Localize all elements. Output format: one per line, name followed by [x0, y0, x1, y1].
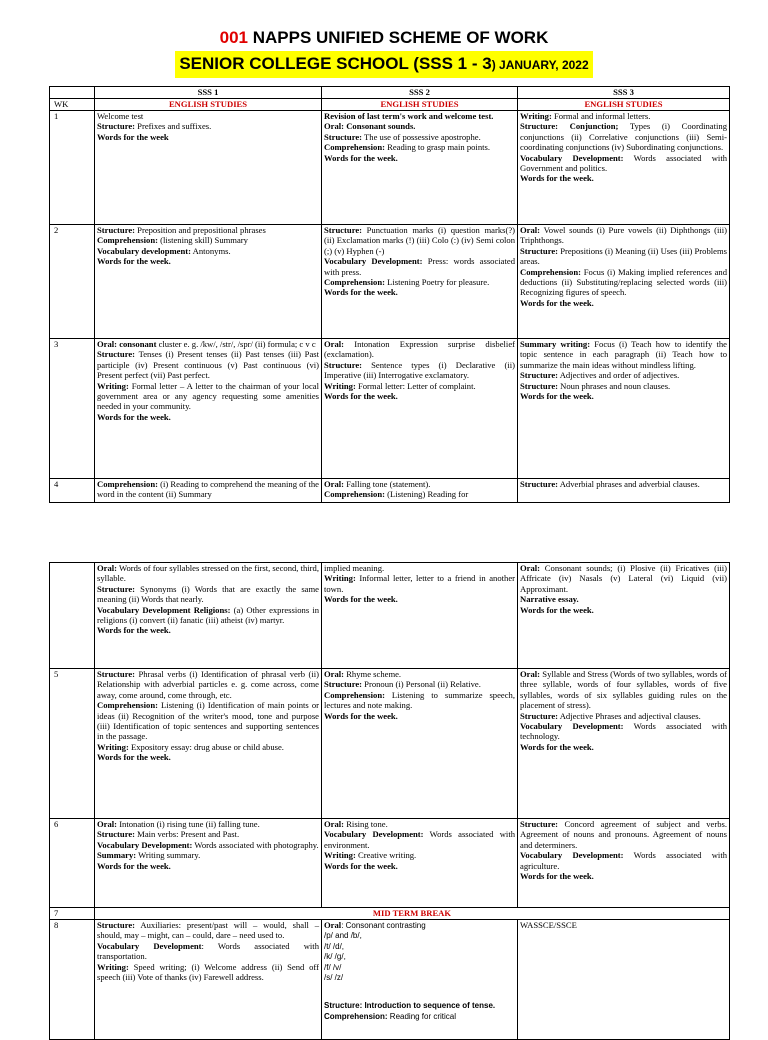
cell-line: [97, 235, 319, 245]
cell-key: Words for the week: [97, 131, 169, 142]
cell-line: [324, 711, 515, 721]
cell-sss1-week-4-cont: [95, 563, 322, 669]
cell-line: [520, 298, 727, 308]
subtitle-paren: ): [491, 58, 496, 72]
cell-line: [324, 489, 515, 499]
cell-text: Listening (i) Identification of main points or ideas (ii) Recognition of the writer's mood, tone and purpose (iii) Identification of topic sentences and supporting sentences in the passage.: [97, 700, 319, 742]
subject-sss1: ENGLISH STUDIES: [95, 99, 322, 111]
cell-line: [520, 563, 727, 594]
cell-sss2-week-1: [322, 111, 518, 225]
cell-key: Writing:: [324, 380, 356, 391]
cell-sss1-week-4: [95, 479, 322, 503]
table-row-week-1: [50, 111, 730, 225]
cell-text: Phrasal verbs (i) Identification of phrasal verb (ii) Relationship with adverbial particles e. g. come across, come away, come around, come through, etc.: [97, 669, 319, 700]
cell-line: /f/ /v/: [324, 962, 342, 972]
cell-line: [520, 111, 727, 121]
cell-key: Structure:: [520, 245, 559, 256]
cell-key: Structure:: [324, 359, 363, 370]
cell-line: [97, 381, 319, 412]
cell-text: Preposition and prepositional phrases: [135, 225, 266, 235]
cell-text: Tenses (i) Present tenses (ii) Past tenses (iii) Past participle (iv) Present continuous (v) Past continuous (vi) Present perfect (vii) Past perfect.: [97, 349, 319, 381]
cell-text: Falling tone (statement).: [344, 479, 431, 489]
cell-text: Writing summary.: [136, 850, 201, 861]
cell-text: Vowel sounds (i) Pure vowels (ii) Diphthongs (iii) Triphthongs.: [520, 225, 727, 246]
cell-line: [324, 819, 515, 829]
cell-text: Sentence types (i) Declarative (ii) Imperative (iii) Interrogative exclamatory.: [324, 359, 515, 381]
week-number: 1: [50, 111, 95, 225]
header-sss3: SSS 3: [518, 87, 730, 99]
scheme-table-page2: [49, 562, 730, 1040]
cell-key: Structure:: [324, 679, 363, 690]
cell-line: [324, 920, 515, 931]
cell-text: (i) Reading to comprehend the meaning of the word in the content (ii) Summary: [97, 479, 319, 500]
table-row-week-6: [50, 819, 730, 908]
cell-key: Vocabulary Development:: [324, 829, 424, 840]
cell-key: Structure:: [324, 225, 363, 235]
cell-line: Structure: Introduction to sequence of tense.: [324, 1001, 496, 1011]
cell-key: Oral:: [520, 225, 541, 235]
subject-sss2: ENGLISH STUDIES: [322, 99, 518, 111]
cell-line: [324, 479, 515, 489]
cell-key: Comprehension:: [97, 235, 158, 246]
cell-line: [324, 277, 515, 287]
table-row-week-7: [50, 908, 730, 920]
cell-line: [520, 339, 727, 370]
cell-sss3-week-6: [518, 819, 730, 908]
cell-key: Vocabulary Development: [97, 940, 202, 951]
cell-line: [97, 920, 319, 941]
cell-line: [97, 132, 319, 142]
cell-text: Words associated with environment.: [324, 829, 516, 850]
cell-line: [520, 121, 727, 152]
cell-sss2-week-3: [322, 339, 518, 479]
cell-text: : Words associated with transportation.: [97, 940, 319, 962]
cell-line: [324, 339, 515, 360]
cell-line: [520, 153, 727, 174]
week-number: 8: [50, 920, 95, 1040]
cell-sss1-week-5: [95, 669, 322, 819]
cell-line: /s/ /z/: [324, 973, 344, 983]
cell-line: [520, 669, 727, 711]
cell-key: Structure:: [97, 349, 136, 360]
cell-line: [324, 391, 515, 401]
cell-key: Vocabulary Development:: [520, 721, 624, 732]
cell-key: Words for the week.: [324, 710, 398, 721]
cell-line: [97, 256, 319, 266]
cell-line: Welcome test: [97, 111, 144, 121]
cell-key: Words for the week.: [324, 594, 398, 605]
cell-text: (listening skill) Summary: [157, 235, 248, 246]
cell-line: [324, 829, 515, 850]
cell-text: Words associated with technology.: [520, 721, 728, 742]
cell-key: Writing:: [97, 961, 129, 972]
table-header-row: [50, 87, 730, 99]
cell-sss2-week-4: [322, 479, 518, 503]
cell-line: [97, 339, 319, 349]
cell-key: Narrative essay.: [520, 594, 579, 605]
cell-line: [324, 861, 515, 871]
cell-line: [520, 391, 727, 401]
cell-text: Consonant sounds; (i) Plosive (ii) Fricatives (iii) Affricate (iv) Nasals (v) Lateral (vi) Liquid (vii) Approximant.: [520, 563, 727, 594]
cell-text: Speed writing; (i) Welcome address (ii) Send off speech (iii) Vote of thanks (iv) Farewell address.: [97, 961, 319, 983]
cell-line: [97, 225, 319, 235]
cell-key: Summary:: [97, 850, 137, 861]
cell-key: Words for the week.: [520, 741, 594, 752]
cell-line: [97, 349, 319, 380]
cell-line: [324, 121, 515, 131]
week-number: 4: [50, 479, 95, 503]
cell-key: Structure:: [97, 920, 136, 930]
cell-line: [520, 246, 727, 267]
cell-line: implied meaning.: [324, 563, 385, 573]
week-number: 7: [50, 908, 95, 920]
cell-text: Listening Poetry for pleasure.: [384, 277, 490, 288]
table-subject-row: [50, 99, 730, 111]
cell-text: (a) Other expressions in religions (i) convert (ii) fanatic (iii) atheist (iv) martyr.: [97, 604, 320, 626]
subtitle-wrap: [0, 51, 768, 78]
subtitle-highlight: [175, 51, 592, 78]
cell-line: [97, 121, 319, 131]
cell-text: Types (i) Coordinating conjunctions (ii) Correlative conjunctions (iii) Semi-coordinating conjunctions (iv) Subordinating conjunctions.: [520, 121, 727, 153]
cell-line: [97, 246, 319, 256]
cell-text: cluster e. g. /kw/, /str/, /spr/ (ii) formula; c v c: [156, 339, 316, 349]
cell-line: [520, 381, 727, 391]
cell-line: /k/ /g/,: [324, 952, 346, 962]
cell-key: Structure:: [324, 131, 363, 142]
cell-text: Rising tone.: [344, 819, 388, 829]
cell-sss2-week-2: [322, 225, 518, 339]
cell-key: Oral: Consonant sounds.: [324, 121, 416, 132]
header-sss1: SSS 1: [95, 87, 322, 99]
cell-text: Formal letter: Letter of complaint.: [355, 380, 476, 391]
cell-line: [324, 132, 515, 142]
cell-line: [97, 941, 319, 962]
cell-sss3-week-4: [518, 479, 730, 503]
cell-text: Press: words associated with press.: [324, 256, 515, 277]
cell-text: Adjective Phrases and adjectival clauses.: [558, 710, 701, 721]
header-blank: [50, 87, 95, 99]
subject-sss3: ENGLISH STUDIES: [518, 99, 730, 111]
cell-text: Synonyms (i) Words that are exactly the same meaning (ii) Words that nearly.: [97, 583, 319, 605]
cell-sss3-week-4-cont: [518, 563, 730, 669]
cell-spacer: [324, 983, 515, 1001]
cell-key: Structure:: [520, 380, 559, 391]
cell-text: Concord agreement of subject and verbs. Agreement of nouns and pronouns. Agreement of nouns and determiners.: [520, 819, 727, 850]
cell-line: [324, 111, 515, 121]
cell-line: [97, 479, 319, 500]
cell-text: Focus (i) Teach how to identify the topic sentence in each paragraph (ii) Teach how to summarize the main ideas without mindless lifting.: [520, 339, 727, 370]
cell-text: Reading to grasp main points.: [384, 142, 490, 153]
cell-line: [97, 700, 319, 742]
cell-sss1-week-2: [95, 225, 322, 339]
cell-text: Formal and informal letters.: [551, 111, 651, 121]
mid-term-break-label: MID TERM BREAK: [95, 908, 730, 920]
cell-key: Oral:: [324, 479, 345, 489]
cell-key: Vocabulary Development:: [520, 850, 624, 861]
cell-line: [324, 256, 515, 277]
cell-key: Oral: consonant: [97, 339, 157, 349]
header-sss2: SSS 2: [322, 87, 518, 99]
cell-key: Comprehension:: [324, 142, 385, 153]
cell-key: Writing:: [520, 111, 552, 121]
cell-line: [97, 829, 319, 839]
cell-line: [324, 287, 515, 297]
cell-line: [520, 742, 727, 752]
cell-sss2-week-8: [322, 920, 518, 1040]
cell-line: [520, 721, 727, 742]
cell-line: [520, 850, 727, 871]
cell-key: Oral:: [520, 669, 541, 679]
cell-line: [97, 962, 319, 983]
cell-key: Oral:: [97, 819, 118, 829]
cell-text: Focus (i) Making implied references and deductions (ii) Substituting/replacing selected words (iii) Recognizing figures of speech.: [520, 266, 727, 298]
table-row-week-2: [50, 225, 730, 339]
cell-line: [97, 563, 319, 584]
table-row-week-5: [50, 669, 730, 819]
cell-line: [97, 861, 319, 871]
cell-text: Noun phrases and noun clauses.: [558, 380, 671, 391]
cell-key: Structure:: [520, 479, 559, 489]
cell-line: [324, 850, 515, 860]
cell-sss1-week-1: [95, 111, 322, 225]
cell-key: Comprehension:: [520, 266, 581, 277]
cell-key: Words for the week.: [97, 411, 171, 422]
cell-key: Oral: [324, 920, 342, 930]
cell-line: [324, 1012, 515, 1022]
cell-key: Words for the week.: [324, 152, 398, 163]
cell-key: Comprehension:: [324, 689, 385, 700]
cell-line: [520, 594, 727, 604]
cell-text: Antonyms.: [190, 245, 231, 256]
cell-key: Comprehension:: [324, 1011, 388, 1021]
cell-key: Oral:: [324, 819, 345, 829]
week-number-blank: [50, 563, 95, 669]
cell-line: WASSCE/SSCE: [520, 920, 577, 930]
cell-text: Prepositions (i) Meaning (ii) Uses (iii) Problems areas.: [520, 245, 727, 267]
cell-key: Oral:: [520, 563, 541, 573]
cell-line: [520, 267, 727, 298]
week-number: 2: [50, 225, 95, 339]
cell-line: [324, 690, 515, 711]
document-title-text: NAPPS UNIFIED SCHEME OF WORK: [248, 28, 549, 47]
cell-line: [520, 173, 727, 183]
cell-key: Structure:: [520, 710, 559, 721]
cell-text: Expository essay: drug abuse or child abuse.: [128, 741, 284, 752]
cell-key: Structure:: [520, 370, 559, 381]
cell-key: Comprehension:: [97, 479, 158, 489]
cell-key: Words for the week.: [520, 391, 594, 402]
cell-line: [97, 742, 319, 752]
cell-key: Structure:: [97, 829, 136, 840]
cell-key: Structure:: [520, 819, 559, 829]
cell-sss1-week-3: [95, 339, 322, 479]
cell-line: [520, 711, 727, 721]
cell-key: Summary writing:: [520, 339, 591, 349]
cell-key: Structure:: [97, 669, 136, 679]
cell-key: Words for the week.: [97, 752, 171, 763]
cell-sss2-week-6: [322, 819, 518, 908]
cell-line: /p/ and /b/,: [324, 931, 362, 941]
cell-line: [324, 360, 515, 381]
cell-line: [97, 752, 319, 762]
cell-key: Comprehension:: [324, 489, 385, 500]
document-number: 001: [219, 28, 248, 47]
cell-sss3-week-5: [518, 669, 730, 819]
cell-text: Words associated with photography.: [192, 839, 319, 850]
cell-text: (Listening) Reading for: [384, 489, 469, 500]
cell-text: Adjectives and order of adjectives.: [558, 370, 680, 381]
cell-sss2-week-5: [322, 669, 518, 819]
cell-line: [97, 584, 319, 605]
cell-line: [324, 153, 515, 163]
table-row-week-4-continued: [50, 563, 730, 669]
cell-key: Words for the week.: [324, 860, 398, 871]
cell-key: Writing:: [97, 380, 129, 391]
cell-sss3-week-1: [518, 111, 730, 225]
cell-key: Words for the week.: [324, 391, 398, 402]
cell-key: Words for the week.: [97, 860, 171, 871]
cell-text: : Consonant contrasting: [341, 921, 426, 930]
cell-sss2-week-4-cont: [322, 563, 518, 669]
cell-line: [97, 850, 319, 860]
cell-line: [97, 819, 319, 829]
cell-line: [324, 381, 515, 391]
cell-line: [324, 594, 515, 604]
cell-key: Structure:: [97, 225, 136, 235]
cell-key: Writing:: [324, 850, 356, 861]
cell-text: Intonation (i) rising tune (ii) falling tune.: [117, 819, 260, 829]
cell-key: Vocabulary development:: [97, 245, 191, 256]
cell-text: Pronoun (i) Personal (ii) Relative.: [362, 679, 481, 690]
cell-sss3-week-8: [518, 920, 730, 1040]
week-number: 3: [50, 339, 95, 479]
cell-sss1-week-6: [95, 819, 322, 908]
cell-line: [324, 573, 515, 594]
cell-key: Words for the week.: [520, 871, 594, 882]
cell-line: [324, 142, 515, 152]
cell-key: Words for the week.: [520, 173, 594, 184]
cell-text: Reading for critical: [387, 1011, 457, 1021]
table-row-week-4: [50, 479, 730, 503]
cell-key: Revision of last term's work and welcome test.: [324, 111, 494, 121]
cell-line: [520, 370, 727, 380]
cell-text: Rhyme scheme.: [344, 669, 402, 679]
cell-text: Prefixes and suffixes.: [135, 121, 212, 132]
table-row-week-3: [50, 339, 730, 479]
cell-text: Listening to summarize speech, lectures and note making.: [324, 689, 515, 711]
week-number: 6: [50, 819, 95, 908]
cell-line: [324, 679, 515, 689]
cell-sss3-week-3: [518, 339, 730, 479]
cell-text: Main verbs: Present and Past.: [135, 829, 240, 840]
cell-key: Structure:: [97, 583, 136, 594]
cell-text: Intonation Expression surprise disbelief (exclamation).: [324, 339, 515, 360]
cell-line: [520, 479, 727, 489]
cell-text: Auxiliaries: present/past will – would, shall – should, may – might, can – could, dare – need used to.: [97, 920, 319, 941]
cell-line: [97, 412, 319, 422]
cell-text: Words associated with agriculture.: [520, 850, 728, 871]
cell-key: Words for the week.: [97, 625, 171, 636]
cell-text: Informal letter, letter to a friend in another town.: [324, 573, 515, 594]
cell-sss1-week-8: [95, 920, 322, 1040]
cell-line: [520, 871, 727, 881]
cell-line: [324, 225, 515, 256]
document-title: [0, 27, 768, 49]
cell-text: Syllable and Stress (Words of two syllables, words of three syllable, words of four syllables, words of five syllables, words of six syllables guiding rules on the placement of stress).: [520, 669, 727, 711]
cell-line: [97, 605, 319, 626]
cell-key: Oral:: [324, 339, 345, 349]
cell-key: Writing:: [97, 741, 129, 752]
cell-key: Comprehension:: [97, 700, 158, 711]
cell-key: Oral:: [97, 563, 118, 573]
cell-key: Words for the week.: [97, 256, 171, 267]
cell-text: Adverbial phrases and adverbial clauses.: [558, 479, 700, 489]
cell-key: Structure: Conjunction;: [520, 121, 619, 132]
cell-text: The use of possessive apostrophe.: [362, 131, 481, 142]
cell-key: Writing:: [324, 573, 356, 584]
cell-key: Oral:: [324, 669, 345, 679]
cell-key: Vocabulary Development:: [324, 256, 423, 267]
cell-key: Vocabulary Development:: [520, 152, 624, 163]
cell-key: Words for the week.: [520, 297, 594, 308]
cell-text: Words of four syllables stressed on the first, second, third, syllable.: [97, 563, 319, 584]
cell-text: Formal letter – A letter to the chairman of your local government area or any agency requesting some amenities needed in your community.: [97, 380, 319, 412]
cell-line: [520, 225, 727, 246]
cell-sss3-week-2: [518, 225, 730, 339]
week-number: 5: [50, 669, 95, 819]
cell-line: [520, 605, 727, 615]
cell-text: Words associated with Government and politics.: [520, 152, 728, 174]
cell-key: Vocabulary Development:: [97, 839, 193, 850]
cell-line: [97, 840, 319, 850]
subtitle-date: JANUARY, 2022: [495, 58, 589, 72]
header-wk: WK: [50, 99, 95, 111]
cell-line: [97, 625, 319, 635]
scheme-table-page1: [49, 86, 730, 503]
cell-key: Words for the week.: [324, 287, 398, 298]
cell-key: Structure:: [97, 121, 136, 132]
cell-key: Vocabulary Development Religions:: [97, 604, 231, 615]
cell-key: Words for the week.: [520, 604, 594, 615]
cell-line: [324, 669, 515, 679]
cell-line: /t/ /d/,: [324, 941, 345, 951]
cell-line: [97, 669, 319, 700]
table-row-week-8: [50, 920, 730, 1040]
cell-key: Comprehension:: [324, 277, 385, 288]
cell-text: Creative writing.: [355, 850, 417, 861]
subtitle-main: SENIOR COLLEGE SCHOOL (SSS 1 - 3: [179, 54, 492, 73]
cell-text: Punctuation marks (i) question marks(?) (ii) Exclamation marks (!) (iii) Colo (:) (iv) Semi colon (;) (v) Hyphen (-): [324, 225, 515, 256]
cell-line: [520, 819, 727, 850]
